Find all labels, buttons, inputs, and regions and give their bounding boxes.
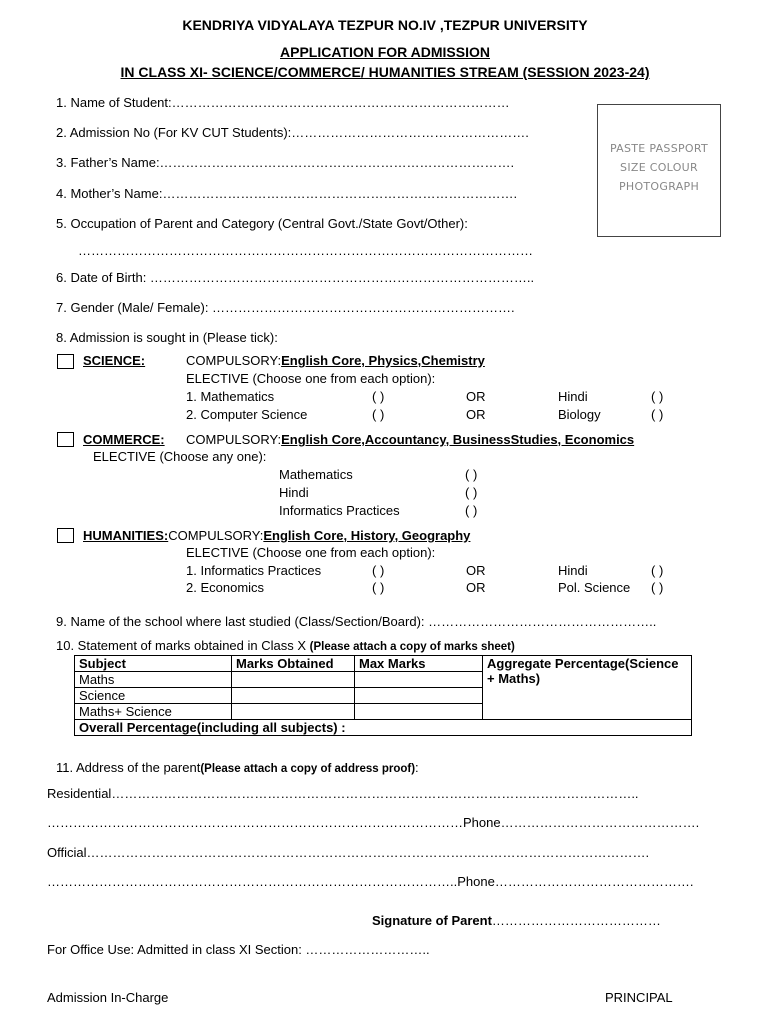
- address-label-text: 11. Address of the parent: [56, 760, 201, 775]
- signature-label: Signature of Parent: [372, 913, 492, 928]
- address-label-colon: :: [415, 760, 419, 775]
- field-father-name[interactable]: 3. Father’s Name:……………………………………………………………………….: [56, 155, 515, 170]
- humanities-opt-ip: 1. Informatics Practices: [186, 563, 322, 578]
- signature-dots: …………………………………: [491, 913, 661, 928]
- field-occupation-label: 5. Occupation of Parent and Category (Central Govt./State Govt/Other):: [56, 216, 468, 231]
- field-residential-phone[interactable]: ……………………………………………………………………………………Phone……………………………………….: [47, 815, 700, 830]
- science-compulsory: [186, 353, 485, 368]
- photo-box: [597, 104, 721, 237]
- school-name: KENDRIYA VIDYALAYA TEZPUR NO.IV ,TEZPUR UNIVERSITY: [182, 17, 588, 33]
- commerce-paren-ip[interactable]: ( ): [465, 503, 478, 518]
- photo-text-3: PHOTOGRAPH: [618, 180, 700, 193]
- commerce-label: COMMERCE:: [83, 432, 165, 447]
- field-mother-name[interactable]: 4. Mother’s Name:……………………………………………………………………….: [56, 186, 518, 201]
- commerce-paren-maths[interactable]: ( ): [465, 467, 478, 482]
- th-max-marks: Max Marks: [355, 656, 483, 672]
- science-paren-maths[interactable]: ( ): [372, 389, 385, 404]
- commerce-checkbox[interactable]: [57, 432, 74, 447]
- row-maths-subject: Maths: [75, 672, 232, 688]
- th-marks-obtained: Marks Obtained: [232, 656, 355, 672]
- humanities-paren-eco[interactable]: ( ): [372, 580, 385, 595]
- photo-text-1: PASTE PASSPORT: [609, 142, 709, 155]
- marks-statement-note: (Please attach a copy of marks sheet): [309, 641, 515, 653]
- humanities-header: [83, 528, 470, 543]
- commerce-opt-ip: Informatics Practices: [279, 503, 400, 518]
- row-overall-percentage[interactable]: Overall Percentage(including all subjects) :: [75, 720, 692, 736]
- row-maths-obtained[interactable]: [232, 672, 355, 688]
- science-or-2: OR: [466, 407, 486, 422]
- science-compulsory-prefix: COMPULSORY:: [186, 353, 282, 368]
- signature-parent[interactable]: [372, 913, 661, 928]
- field-last-school[interactable]: 9. Name of the school where last studied (Class/Section/Board): ……………………………………………..: [56, 614, 657, 629]
- humanities-label: HUMANITIES:: [83, 528, 169, 543]
- row-science-subject: Science: [75, 688, 232, 704]
- photo-text-2: SIZE COLOUR: [620, 161, 698, 174]
- humanities-compulsory-subjects: English Core, History, Geography: [263, 528, 471, 543]
- address-label: [56, 760, 419, 775]
- commerce-compulsory-subjects: English Core,Accountancy, BusinessStudies, Economics: [281, 432, 635, 447]
- address-label-note: (Please attach a copy of address proof): [200, 763, 416, 775]
- marks-statement-text: 10. Statement of marks obtained in Class X: [56, 638, 307, 653]
- science-elective-note: ELECTIVE (Choose one from each option):: [186, 371, 436, 386]
- commerce-opt-hindi: Hindi: [279, 485, 309, 500]
- science-or-1: OR: [466, 389, 486, 404]
- humanities-paren-hindi[interactable]: ( ): [651, 563, 664, 578]
- field-official-address[interactable]: Official………………………………………………………………………………………………………………….: [47, 845, 650, 860]
- marks-statement-label: [56, 638, 515, 653]
- row-maths-science-max[interactable]: [355, 704, 483, 720]
- science-compulsory-subjects: English Core, Physics,Chemistry: [281, 353, 485, 368]
- humanities-elective-note: ELECTIVE (Choose one from each option):: [186, 545, 436, 560]
- field-gender[interactable]: 7. Gender (Male/ Female): …………………………………………………………….: [56, 300, 515, 315]
- commerce-elective-note: ELECTIVE (Choose any one):: [93, 449, 267, 464]
- science-paren-biology[interactable]: ( ): [651, 407, 664, 422]
- science-checkbox[interactable]: [57, 354, 74, 369]
- humanities-compulsory-prefix: COMPULSORY:: [168, 528, 264, 543]
- humanities-alt-polsci: Pol. Science: [558, 580, 631, 595]
- office-use: For Office Use: Admitted in class XI Section: ………………………..: [47, 942, 430, 957]
- row-maths-science-subject: Maths+ Science: [75, 704, 232, 720]
- th-subject: Subject: [75, 656, 232, 672]
- principal: PRINCIPAL: [605, 990, 673, 1005]
- form-subtitle: IN CLASS XI- SCIENCE/COMMERCE/ HUMANITIES STREAM (SESSION 2023-24): [120, 64, 650, 80]
- science-label: SCIENCE:: [83, 353, 146, 368]
- science-paren-cs[interactable]: ( ): [372, 407, 385, 422]
- row-maths-science-obtained[interactable]: [232, 704, 355, 720]
- form-title: APPLICATION FOR ADMISSION: [280, 44, 490, 60]
- science-alt-biology: Biology: [558, 407, 601, 422]
- humanities-or-2: OR: [466, 580, 486, 595]
- field-residential-address[interactable]: Residential…………………………………………………………………………………………………………..: [47, 786, 639, 801]
- field-official-phone[interactable]: …………………………………………………………………………………..Phone……………………………………….: [47, 874, 694, 889]
- th-aggregate: Aggregate Percentage(Science + Maths): [483, 656, 692, 720]
- commerce-opt-maths: Mathematics: [279, 467, 353, 482]
- field-student-name[interactable]: 1. Name of Student:……………………………………………………………………: [56, 95, 510, 110]
- commerce-paren-hindi[interactable]: ( ): [465, 485, 478, 500]
- humanities-or-1: OR: [466, 563, 486, 578]
- row-maths-max[interactable]: [355, 672, 483, 688]
- field-admission-no[interactable]: 2. Admission No (For KV CUT Students):……………………………………………….: [56, 125, 529, 140]
- commerce-compulsory-prefix: COMPULSORY:: [186, 432, 282, 447]
- science-alt-hindi: Hindi: [558, 389, 588, 404]
- row-science-obtained[interactable]: [232, 688, 355, 704]
- humanities-opt-eco: 2. Economics: [186, 580, 265, 595]
- field-admission-sought: 8. Admission is sought in (Please tick):: [56, 330, 278, 345]
- row-science-max[interactable]: [355, 688, 483, 704]
- humanities-paren-ip[interactable]: ( ): [372, 563, 385, 578]
- humanities-paren-polsci[interactable]: ( ): [651, 580, 664, 595]
- science-paren-hindi[interactable]: ( ): [651, 389, 664, 404]
- field-dob[interactable]: 6. Date of Birth: ……………………………………………………………………………..: [56, 270, 535, 285]
- marks-table: [74, 655, 692, 736]
- humanities-alt-hindi: Hindi: [558, 563, 588, 578]
- humanities-checkbox[interactable]: [57, 528, 74, 543]
- admission-in-charge: Admission In-Charge: [47, 990, 169, 1005]
- science-opt-maths: 1. Mathematics: [186, 389, 275, 404]
- commerce-compulsory: [186, 432, 634, 447]
- field-occupation[interactable]: ……………………………………………………………………………………………: [78, 243, 533, 258]
- science-opt-cs: 2. Computer Science: [186, 407, 308, 422]
